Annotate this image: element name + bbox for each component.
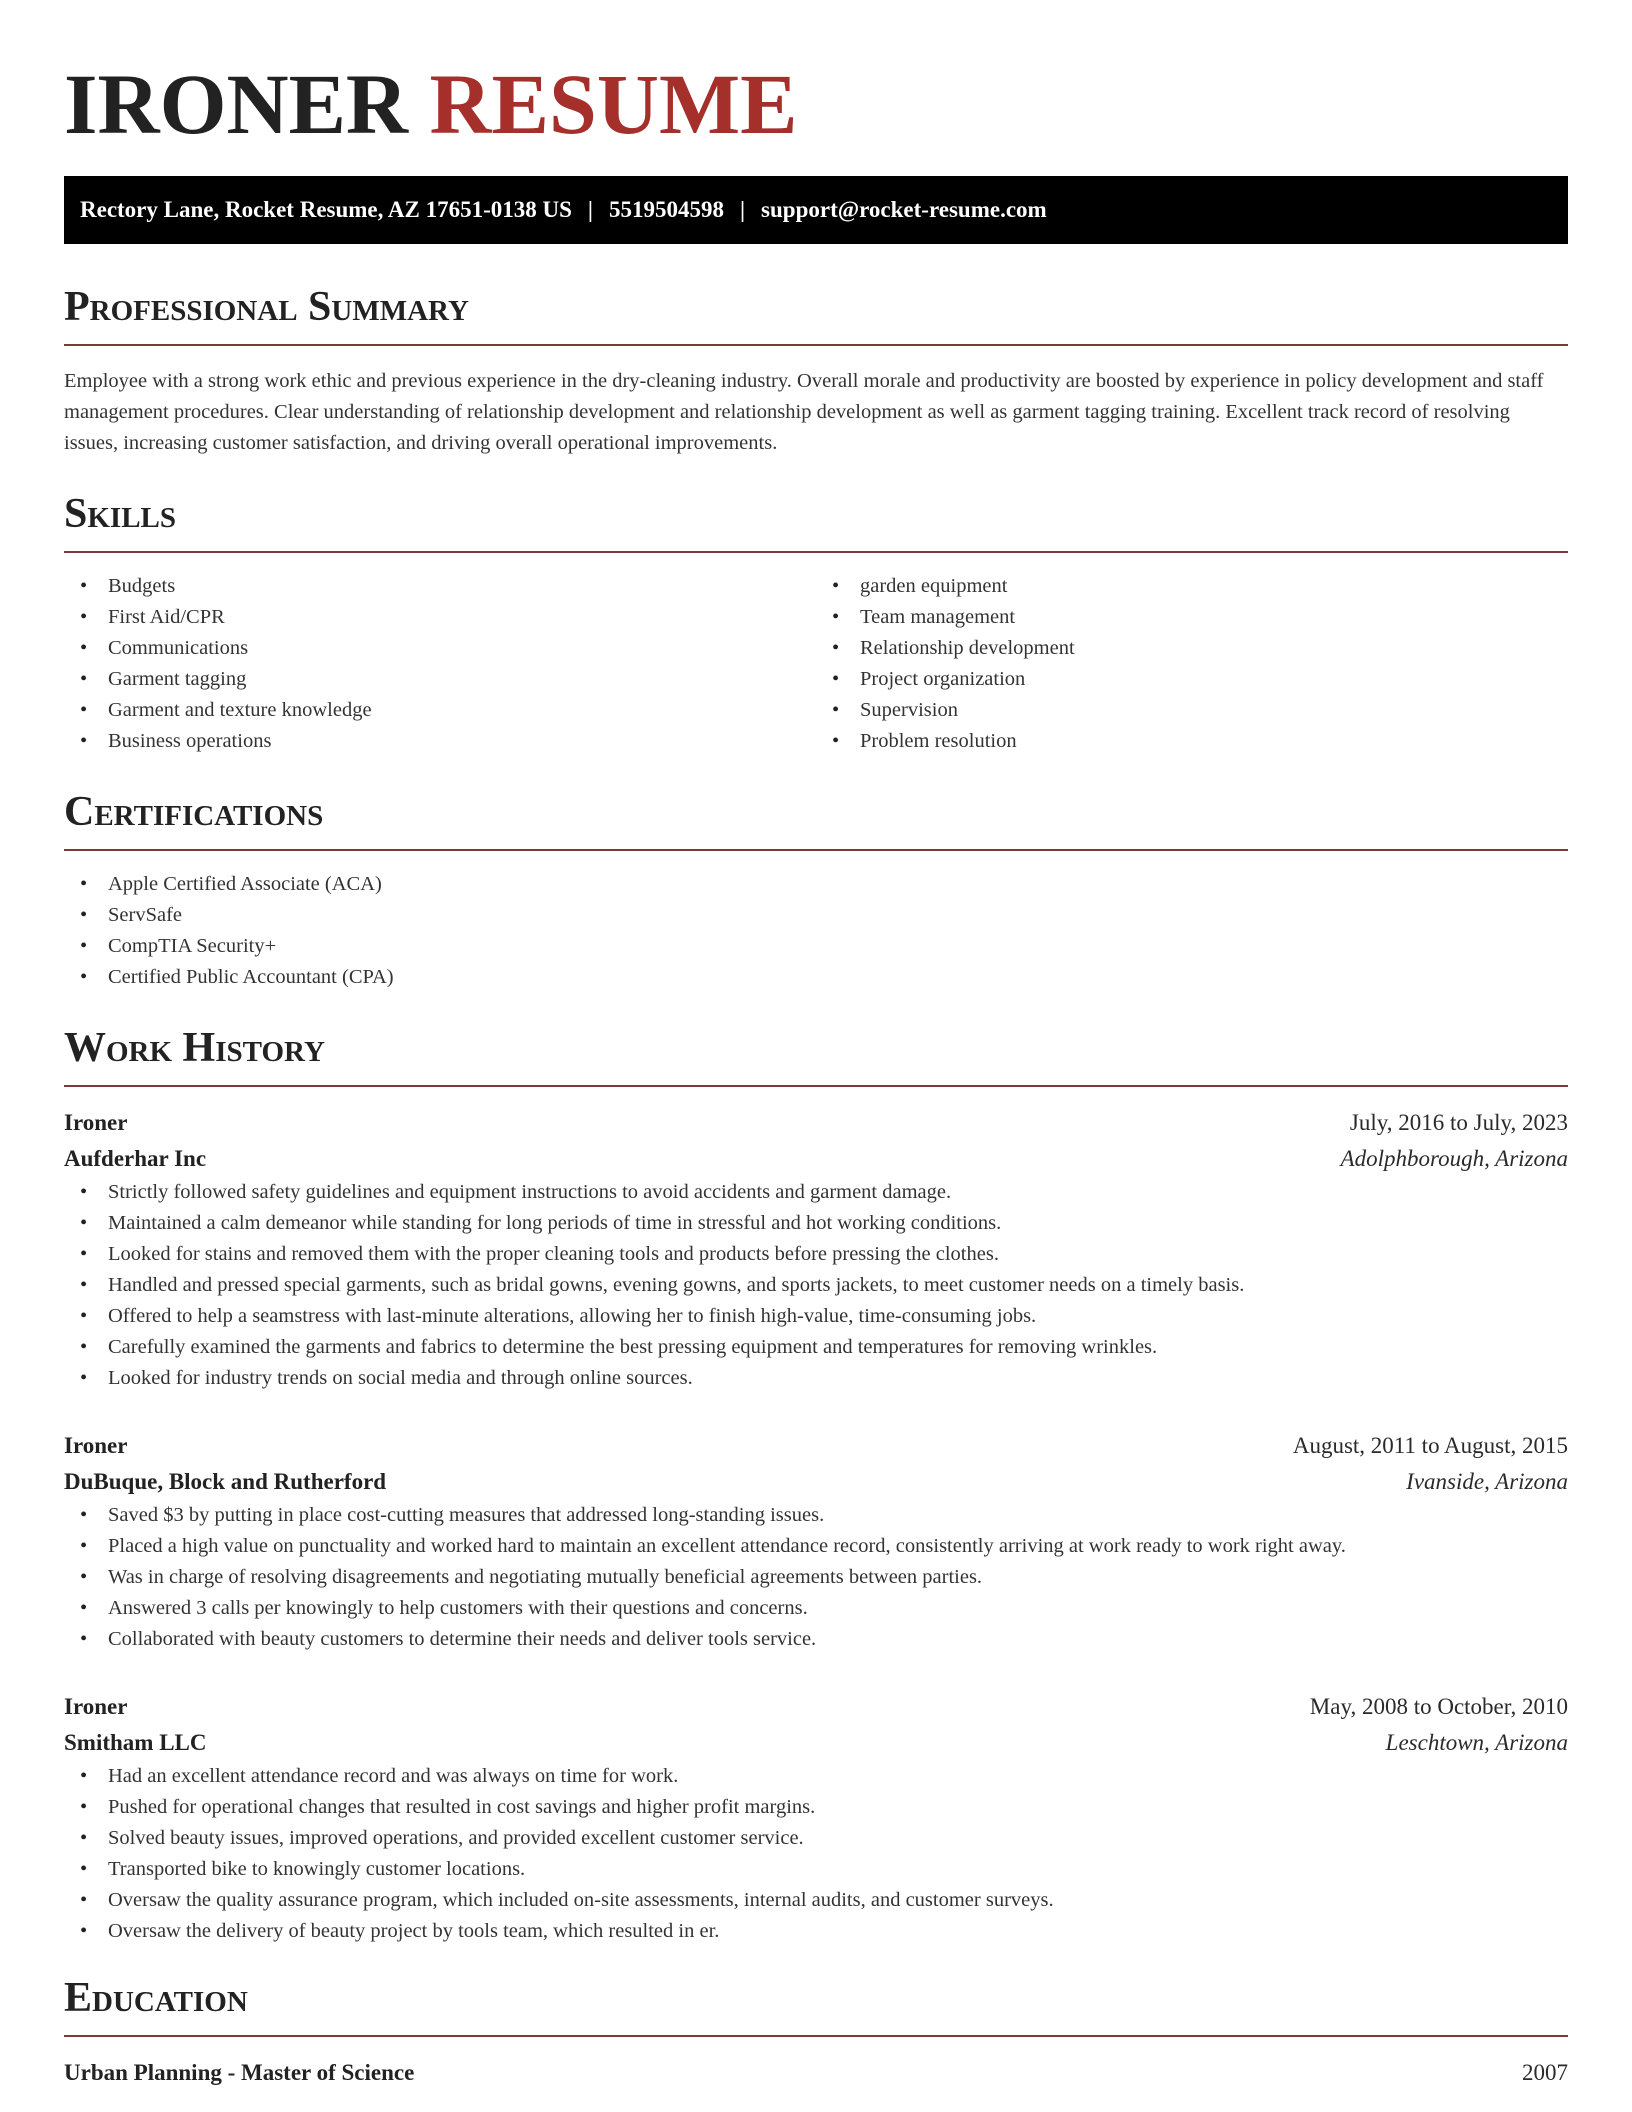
skills-list-right xyxy=(816,571,1568,757)
job-location: Ivanside, Arizona xyxy=(1406,1469,1568,1494)
summary-text: Employee with a strong work ethic and previous experience in the dry-cleaning industry. Overall morale and productivity are boosted by experience in policy development and staff management procedures. Clear understanding of relationship development and relationship development as well as garment tagging training. Excellent track record of resolving issues, increasing customer satisfaction, and driving overall operational improvements. xyxy=(64,370,1544,454)
section-divider xyxy=(64,1085,1568,1087)
skill-item: • garden equipment xyxy=(816,571,1568,602)
certification-item: • CompTIA Security+ xyxy=(64,931,1568,962)
job-bullet: • Oversaw the quality assurance program, which included on-site assessments, internal audits, and customer surveys. xyxy=(64,1885,1568,1916)
job-bullet: • Placed a high value on punctuality and worked hard to maintain an excellent attendance record, consistently arriving at work ready to work right away. xyxy=(64,1531,1568,1562)
skill-item: • Garment and texture knowledge xyxy=(64,695,816,726)
title-name-second: RESUME xyxy=(429,56,798,152)
work-history-section xyxy=(64,1027,1568,1947)
certifications-list xyxy=(64,869,1568,993)
certification-item: • ServSafe xyxy=(64,900,1568,931)
section-heading-skills: Skills xyxy=(64,491,177,537)
job-bullet: • Was in charge of resolving disagreements and negotiating mutually beneficial agreements between parties. xyxy=(64,1562,1568,1593)
summary-section xyxy=(64,286,1568,459)
section-divider xyxy=(64,849,1568,851)
education-degree: Urban Planning - Master of Science xyxy=(64,2060,415,2085)
job-dates: May, 2008 to October, 2010 xyxy=(1309,1694,1568,1719)
job-bullet: • Looked for stains and removed them with the proper cleaning tools and products before pressing the clothes. xyxy=(64,1239,1568,1270)
job-location: Leschtown, Arizona xyxy=(1385,1730,1568,1755)
education-section xyxy=(64,1977,1568,2091)
job-bullet: • Answered 3 calls per knowingly to help customers with their questions and concerns. xyxy=(64,1593,1568,1624)
certification-item: • Certified Public Accountant (CPA) xyxy=(64,962,1568,993)
contact-address: Rectory Lane, Rocket Resume, AZ 17651-0138 US xyxy=(80,197,572,222)
skills-list-left xyxy=(64,571,816,757)
skills-columns xyxy=(64,571,1568,757)
job-header xyxy=(64,1428,1568,1464)
contact-separator: | xyxy=(587,197,593,222)
contact-email: support@rocket-resume.com xyxy=(761,197,1047,222)
job-company: Aufderhar Inc xyxy=(64,1146,207,1171)
job-bullet: • Looked for industry trends on social media and through online sources. xyxy=(64,1363,1568,1394)
job-bullet: • Collaborated with beauty customers to determine their needs and deliver tools service. xyxy=(64,1624,1568,1655)
skill-item: • Project organization xyxy=(816,664,1568,695)
job-header xyxy=(64,1105,1568,1141)
section-heading-summary: Professional Summary xyxy=(64,284,469,330)
skill-item: • Relationship development xyxy=(816,633,1568,664)
section-heading-education: Education xyxy=(64,1975,248,2021)
certifications-section xyxy=(64,791,1568,993)
skill-item: • Supervision xyxy=(816,695,1568,726)
job-bullet: • Carefully examined the garments and fabrics to determine the best pressing equipment and temperatures for removing wrinkles. xyxy=(64,1332,1568,1363)
job-bullet: • Maintained a calm demeanor while standing for long periods of time in stressful and hot working conditions. xyxy=(64,1208,1568,1239)
education-entry xyxy=(64,2055,1568,2091)
education-year: 2007 xyxy=(1522,2060,1568,2085)
section-heading-certifications: Certifications xyxy=(64,789,324,835)
title-name-first: IRONER xyxy=(64,56,409,152)
contact-separator: | xyxy=(739,197,746,222)
job-entry xyxy=(64,1105,1568,1394)
job-dates: July, 2016 to July, 2023 xyxy=(1349,1110,1568,1135)
job-entry xyxy=(64,1428,1568,1655)
job-bullet: • Had an excellent attendance record and was always on time for work. xyxy=(64,1761,1568,1792)
job-bullets xyxy=(64,1177,1568,1394)
job-title: Ironer xyxy=(64,1110,128,1135)
section-heading-work-history: Work History xyxy=(64,1025,325,1071)
job-bullet: • Strictly followed safety guidelines and equipment instructions to avoid accidents and garment damage. xyxy=(64,1177,1568,1208)
job-bullets xyxy=(64,1500,1568,1655)
job-bullet: • Oversaw the delivery of beauty project by tools team, which resulted in er. xyxy=(64,1916,1568,1947)
job-title: Ironer xyxy=(64,1433,128,1458)
job-bullet: • Solved beauty issues, improved operations, and provided excellent customer service. xyxy=(64,1823,1568,1854)
job-subheader xyxy=(64,1464,1568,1500)
contact-bar xyxy=(64,176,1568,244)
skill-item: • Budgets xyxy=(64,571,816,602)
skill-item: • Garment tagging xyxy=(64,664,816,695)
resume-title xyxy=(64,0,1568,176)
contact-phone: 5519504598 xyxy=(608,197,724,222)
job-bullet: • Handled and pressed special garments, such as bridal gowns, evening gowns, and sports jackets, to meet customer needs on a timely basis. xyxy=(64,1270,1568,1301)
job-bullets xyxy=(64,1761,1568,1947)
job-bullet: • Pushed for operational changes that resulted in cost savings and higher profit margins. xyxy=(64,1792,1568,1823)
job-company: Smitham LLC xyxy=(64,1730,207,1755)
job-location: Adolphborough, Arizona xyxy=(1340,1146,1568,1171)
section-divider xyxy=(64,551,1568,553)
job-header xyxy=(64,1689,1568,1725)
job-bullet: • Offered to help a seamstress with last-minute alterations, allowing her to finish high-value, time-consuming jobs. xyxy=(64,1301,1568,1332)
section-divider xyxy=(64,344,1568,346)
job-dates: August, 2011 to August, 2015 xyxy=(1292,1433,1568,1458)
skill-item: • Communications xyxy=(64,633,816,664)
job-subheader xyxy=(64,1141,1568,1177)
skill-item: • Business operations xyxy=(64,726,816,757)
job-entry xyxy=(64,1689,1568,1947)
skill-item: • First Aid/CPR xyxy=(64,602,816,633)
job-bullet: • Transported bike to knowingly customer locations. xyxy=(64,1854,1568,1885)
skills-section xyxy=(64,493,1568,757)
skill-item: • Problem resolution xyxy=(816,726,1568,757)
job-subheader xyxy=(64,1725,1568,1761)
certification-item: • Apple Certified Associate (ACA) xyxy=(64,869,1568,900)
skill-item: • Team management xyxy=(816,602,1568,633)
job-title: Ironer xyxy=(64,1694,128,1719)
job-company: DuBuque, Block and Rutherford xyxy=(64,1469,387,1494)
section-divider xyxy=(64,2035,1568,2037)
job-bullet: • Saved $3 by putting in place cost-cutting measures that addressed long-standing issues. xyxy=(64,1500,1568,1531)
